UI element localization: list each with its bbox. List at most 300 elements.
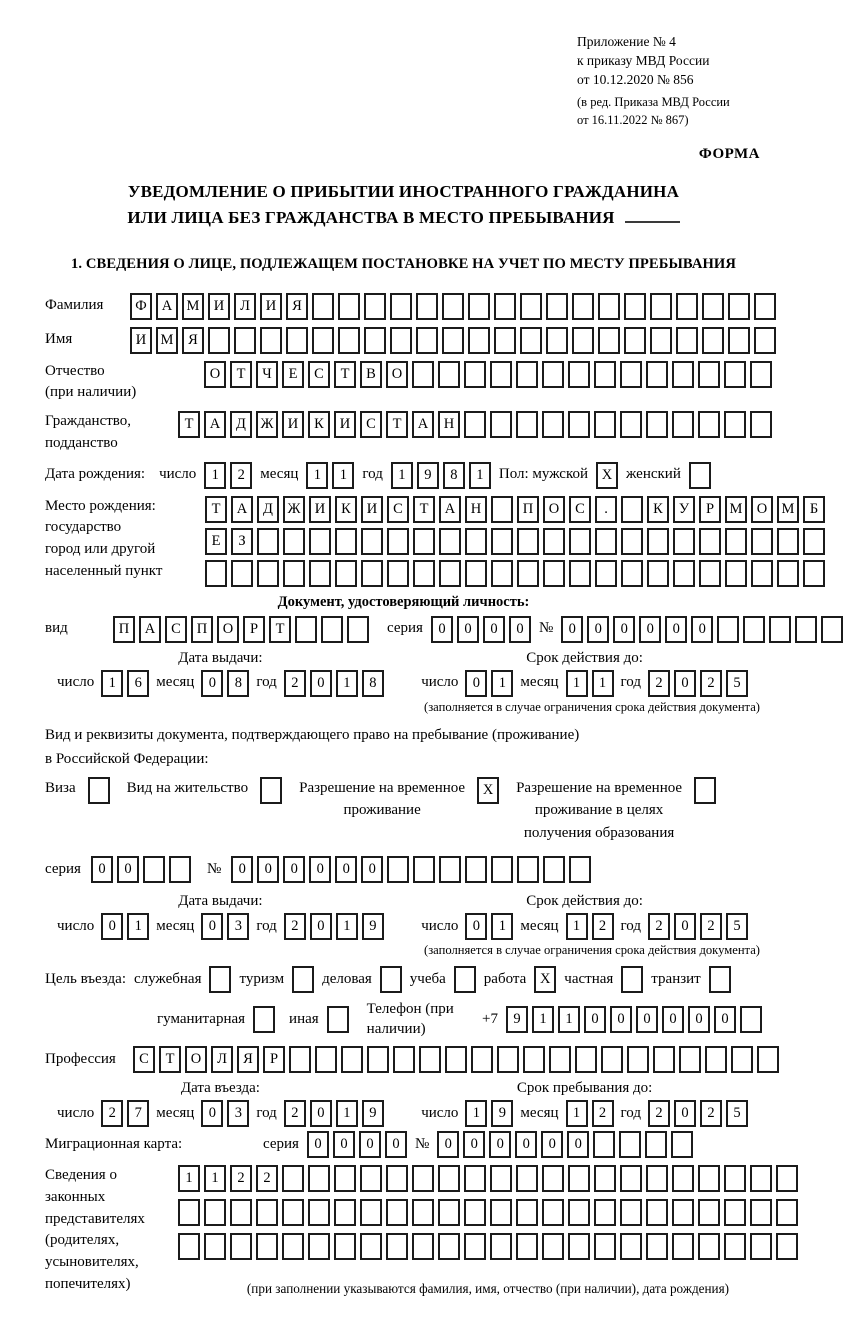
char-box[interactable] [143,856,165,883]
char-box[interactable]: А [412,411,434,438]
char-box[interactable] [646,1233,668,1260]
char-box[interactable]: О [204,361,226,388]
char-box[interactable]: 0 [691,616,713,643]
char-box[interactable] [335,528,357,555]
char-box[interactable]: 1 [532,1006,554,1033]
char-box[interactable] [491,560,513,587]
char-box[interactable] [698,1199,720,1226]
char-box[interactable] [412,1199,434,1226]
char-box[interactable] [621,496,643,523]
char-box[interactable] [751,560,773,587]
char-box[interactable]: 0 [662,1006,684,1033]
char-box[interactable] [709,966,731,993]
char-box[interactable] [546,327,568,354]
char-box[interactable] [543,856,565,883]
char-box[interactable]: 0 [465,913,487,940]
char-box[interactable] [569,560,591,587]
char-box[interactable]: 0 [610,1006,632,1033]
char-box[interactable]: 1 [465,1100,487,1127]
char-box[interactable] [445,1046,467,1073]
char-box[interactable]: 3 [227,913,249,940]
char-box[interactable]: X [596,462,618,489]
char-box[interactable]: Л [234,293,256,320]
char-box[interactable] [543,528,565,555]
char-box[interactable] [769,616,791,643]
char-box[interactable]: 0 [309,856,331,883]
char-box[interactable] [620,1199,642,1226]
char-box[interactable] [731,1046,753,1073]
char-box[interactable]: О [185,1046,207,1073]
char-box[interactable] [598,293,620,320]
char-box[interactable]: И [334,411,356,438]
char-box[interactable] [620,361,642,388]
char-box[interactable] [312,293,334,320]
char-box[interactable]: 0 [688,1006,710,1033]
char-box[interactable]: 0 [283,856,305,883]
char-box[interactable]: 2 [648,913,670,940]
char-box[interactable]: З [231,528,253,555]
char-box[interactable] [777,560,799,587]
char-box[interactable] [178,1199,200,1226]
char-box[interactable] [594,1199,616,1226]
char-box[interactable] [308,1199,330,1226]
char-box[interactable] [387,560,409,587]
char-box[interactable] [468,293,490,320]
char-box[interactable]: М [777,496,799,523]
char-box[interactable]: Д [257,496,279,523]
char-box[interactable] [698,1165,720,1192]
char-box[interactable] [412,1233,434,1260]
char-box[interactable]: В [360,361,382,388]
char-box[interactable] [282,1199,304,1226]
char-box[interactable] [335,560,357,587]
char-box[interactable] [601,1046,623,1073]
char-box[interactable] [803,528,825,555]
char-box[interactable] [672,411,694,438]
char-box[interactable]: К [335,496,357,523]
char-box[interactable]: Ч [256,361,278,388]
char-box[interactable]: . [595,496,617,523]
char-box[interactable] [572,293,594,320]
char-box[interactable]: М [156,327,178,354]
char-box[interactable]: О [217,616,239,643]
char-box[interactable]: 2 [700,1100,722,1127]
char-box[interactable]: 9 [491,1100,513,1127]
char-box[interactable] [795,616,817,643]
char-box[interactable] [490,361,512,388]
char-box[interactable] [646,411,668,438]
char-box[interactable] [208,327,230,354]
char-box[interactable] [627,1046,649,1073]
char-box[interactable] [542,1199,564,1226]
char-box[interactable] [595,560,617,587]
char-box[interactable] [439,856,461,883]
char-box[interactable]: 5 [726,913,748,940]
char-box[interactable] [416,327,438,354]
char-box[interactable] [204,1233,226,1260]
char-box[interactable]: У [673,496,695,523]
char-box[interactable] [593,1131,615,1158]
char-box[interactable] [439,528,461,555]
char-box[interactable]: 7 [127,1100,149,1127]
char-box[interactable]: И [309,496,331,523]
char-box[interactable] [334,1165,356,1192]
char-box[interactable]: 0 [463,1131,485,1158]
char-box[interactable] [312,327,334,354]
char-box[interactable] [386,1165,408,1192]
char-box[interactable] [702,293,724,320]
char-box[interactable] [724,1199,746,1226]
char-box[interactable] [338,327,360,354]
char-box[interactable]: 5 [726,1100,748,1127]
char-box[interactable] [380,966,402,993]
char-box[interactable] [750,1165,772,1192]
char-box[interactable] [438,1233,460,1260]
char-box[interactable] [702,327,724,354]
char-box[interactable] [497,1046,519,1073]
char-box[interactable] [517,856,539,883]
char-box[interactable] [308,1165,330,1192]
char-box[interactable]: 2 [592,1100,614,1127]
char-box[interactable] [464,1233,486,1260]
char-box[interactable]: X [477,777,499,804]
char-box[interactable]: И [208,293,230,320]
char-box[interactable] [620,1233,642,1260]
char-box[interactable]: И [361,496,383,523]
char-box[interactable]: 2 [592,913,614,940]
char-box[interactable] [204,1199,226,1226]
char-box[interactable]: 0 [714,1006,736,1033]
char-box[interactable] [676,293,698,320]
char-box[interactable] [750,1233,772,1260]
char-box[interactable]: 1 [566,1100,588,1127]
char-box[interactable] [393,1046,415,1073]
char-box[interactable]: 0 [361,856,383,883]
char-box[interactable]: 1 [178,1165,200,1192]
char-box[interactable]: Т [159,1046,181,1073]
char-box[interactable] [282,1165,304,1192]
char-box[interactable] [516,1165,538,1192]
char-box[interactable] [650,327,672,354]
char-box[interactable]: 0 [587,616,609,643]
char-box[interactable]: 0 [465,670,487,697]
char-box[interactable] [671,1131,693,1158]
char-box[interactable] [689,462,711,489]
char-box[interactable]: А [156,293,178,320]
char-box[interactable]: 2 [648,670,670,697]
char-box[interactable] [257,560,279,587]
char-box[interactable]: 1 [491,913,513,940]
char-box[interactable] [728,293,750,320]
char-box[interactable] [568,1199,590,1226]
char-box[interactable]: 0 [584,1006,606,1033]
char-box[interactable]: 0 [665,616,687,643]
char-box[interactable] [698,1233,720,1260]
char-box[interactable]: С [165,616,187,643]
char-box[interactable] [724,1233,746,1260]
char-box[interactable] [327,1006,349,1033]
char-box[interactable] [624,327,646,354]
char-box[interactable] [724,411,746,438]
char-box[interactable] [464,1199,486,1226]
char-box[interactable] [490,1165,512,1192]
char-box[interactable]: О [386,361,408,388]
char-box[interactable] [256,1233,278,1260]
char-box[interactable] [568,361,590,388]
char-box[interactable] [205,560,227,587]
char-box[interactable] [568,1165,590,1192]
char-box[interactable] [292,966,314,993]
char-box[interactable] [740,1006,762,1033]
char-box[interactable] [334,1233,356,1260]
char-box[interactable]: 1 [204,1165,226,1192]
char-box[interactable] [594,411,616,438]
char-box[interactable] [621,966,643,993]
char-box[interactable]: 5 [726,670,748,697]
char-box[interactable]: 1 [558,1006,580,1033]
char-box[interactable] [341,1046,363,1073]
char-box[interactable] [676,327,698,354]
char-box[interactable] [517,528,539,555]
char-box[interactable]: 0 [674,1100,696,1127]
char-box[interactable]: Ж [283,496,305,523]
char-box[interactable] [672,1233,694,1260]
char-box[interactable] [464,361,486,388]
char-box[interactable] [260,327,282,354]
char-box[interactable]: Р [243,616,265,643]
char-box[interactable]: 9 [417,462,439,489]
char-box[interactable] [621,560,643,587]
char-box[interactable] [491,856,513,883]
char-box[interactable]: П [113,616,135,643]
char-box[interactable] [750,411,772,438]
char-box[interactable] [705,1046,727,1073]
char-box[interactable] [516,411,538,438]
char-box[interactable]: С [569,496,591,523]
char-box[interactable] [645,1131,667,1158]
char-box[interactable] [283,528,305,555]
char-box[interactable] [672,1199,694,1226]
char-box[interactable]: 0 [674,913,696,940]
char-box[interactable] [282,1233,304,1260]
char-box[interactable]: 1 [101,670,123,697]
char-box[interactable]: 2 [284,670,306,697]
char-box[interactable] [295,616,317,643]
char-box[interactable]: А [139,616,161,643]
char-box[interactable] [360,1165,382,1192]
char-box[interactable]: 2 [230,1165,252,1192]
char-box[interactable] [520,327,542,354]
char-box[interactable]: 0 [489,1131,511,1158]
char-box[interactable]: Т [334,361,356,388]
char-box[interactable] [694,777,716,804]
char-box[interactable]: 1 [306,462,328,489]
char-box[interactable]: 0 [541,1131,563,1158]
char-box[interactable] [672,361,694,388]
char-box[interactable]: И [282,411,304,438]
char-box[interactable] [234,327,256,354]
char-box[interactable] [523,1046,545,1073]
char-box[interactable]: С [133,1046,155,1073]
char-box[interactable] [619,1131,641,1158]
char-box[interactable] [257,528,279,555]
char-box[interactable] [698,411,720,438]
char-box[interactable] [490,1199,512,1226]
char-box[interactable]: 8 [362,670,384,697]
char-box[interactable]: 1 [469,462,491,489]
char-box[interactable]: О [543,496,565,523]
char-box[interactable] [491,528,513,555]
char-box[interactable] [334,1199,356,1226]
char-box[interactable]: О [751,496,773,523]
char-box[interactable] [390,293,412,320]
char-box[interactable] [821,616,843,643]
char-box[interactable]: 0 [310,1100,332,1127]
char-box[interactable]: С [360,411,382,438]
char-box[interactable] [724,1165,746,1192]
char-box[interactable]: Т [178,411,200,438]
char-box[interactable] [542,411,564,438]
char-box[interactable] [347,616,369,643]
char-box[interactable] [542,361,564,388]
char-box[interactable] [595,528,617,555]
char-box[interactable] [438,1165,460,1192]
char-box[interactable]: 0 [310,670,332,697]
char-box[interactable] [724,361,746,388]
char-box[interactable]: 0 [257,856,279,883]
char-box[interactable]: 0 [333,1131,355,1158]
char-box[interactable]: 8 [443,462,465,489]
char-box[interactable] [598,327,620,354]
char-box[interactable] [88,777,110,804]
char-box[interactable]: 0 [359,1131,381,1158]
char-box[interactable] [750,361,772,388]
char-box[interactable]: Р [263,1046,285,1073]
char-box[interactable] [728,327,750,354]
char-box[interactable]: Я [182,327,204,354]
char-box[interactable]: Ф [130,293,152,320]
char-box[interactable] [413,856,435,883]
char-box[interactable]: 0 [91,856,113,883]
char-box[interactable]: 8 [227,670,249,697]
char-box[interactable] [646,1199,668,1226]
char-box[interactable]: Т [205,496,227,523]
char-box[interactable]: 1 [592,670,614,697]
char-box[interactable] [647,528,669,555]
char-box[interactable]: 0 [101,913,123,940]
char-box[interactable] [620,411,642,438]
char-box[interactable] [367,1046,389,1073]
char-box[interactable] [679,1046,701,1073]
char-box[interactable] [776,1199,798,1226]
char-box[interactable]: 1 [336,670,358,697]
char-box[interactable]: 0 [335,856,357,883]
char-box[interactable] [338,293,360,320]
char-box[interactable] [413,528,435,555]
char-box[interactable] [743,616,765,643]
char-box[interactable] [364,293,386,320]
char-box[interactable]: 1 [332,462,354,489]
char-box[interactable]: Ж [256,411,278,438]
char-box[interactable]: 1 [566,913,588,940]
char-box[interactable]: 0 [201,913,223,940]
char-box[interactable]: 9 [506,1006,528,1033]
char-box[interactable] [549,1046,571,1073]
char-box[interactable]: Т [230,361,252,388]
char-box[interactable]: Т [269,616,291,643]
char-box[interactable] [650,293,672,320]
char-box[interactable]: 0 [310,913,332,940]
char-box[interactable]: М [725,496,747,523]
char-box[interactable]: 0 [561,616,583,643]
char-box[interactable] [169,856,191,883]
char-box[interactable]: И [130,327,152,354]
char-box[interactable] [387,528,409,555]
char-box[interactable] [283,560,305,587]
char-box[interactable]: 0 [613,616,635,643]
char-box[interactable] [673,560,695,587]
char-box[interactable] [620,1165,642,1192]
char-box[interactable]: 2 [101,1100,123,1127]
char-box[interactable] [751,528,773,555]
char-box[interactable] [442,293,464,320]
char-box[interactable]: Н [465,496,487,523]
char-box[interactable] [465,856,487,883]
char-box[interactable] [464,411,486,438]
char-box[interactable] [754,327,776,354]
char-box[interactable] [494,293,516,320]
char-box[interactable]: Л [211,1046,233,1073]
char-box[interactable]: 1 [127,913,149,940]
char-box[interactable]: 2 [700,670,722,697]
char-box[interactable]: 6 [127,670,149,697]
char-box[interactable] [777,528,799,555]
char-box[interactable] [725,560,747,587]
char-box[interactable] [568,411,590,438]
char-box[interactable]: 0 [457,616,479,643]
char-box[interactable]: Т [386,411,408,438]
char-box[interactable] [543,560,565,587]
char-box[interactable] [438,361,460,388]
char-box[interactable]: 9 [362,913,384,940]
char-box[interactable]: Б [803,496,825,523]
char-box[interactable] [698,361,720,388]
char-box[interactable] [647,560,669,587]
char-box[interactable]: 0 [431,616,453,643]
char-box[interactable]: 0 [483,616,505,643]
char-box[interactable] [386,1199,408,1226]
char-box[interactable] [568,1233,590,1260]
char-box[interactable] [750,1199,772,1226]
char-box[interactable] [624,293,646,320]
char-box[interactable] [309,560,331,587]
char-box[interactable]: 0 [674,670,696,697]
char-box[interactable] [390,327,412,354]
char-box[interactable] [419,1046,441,1073]
char-box[interactable]: 0 [117,856,139,883]
char-box[interactable]: М [182,293,204,320]
char-box[interactable] [454,966,476,993]
char-box[interactable] [717,616,739,643]
char-box[interactable] [386,1233,408,1260]
char-box[interactable] [464,1165,486,1192]
char-box[interactable]: 2 [256,1165,278,1192]
char-box[interactable]: 1 [491,670,513,697]
char-box[interactable]: 2 [284,913,306,940]
char-box[interactable]: П [517,496,539,523]
char-box[interactable] [542,1233,564,1260]
char-box[interactable] [230,1199,252,1226]
